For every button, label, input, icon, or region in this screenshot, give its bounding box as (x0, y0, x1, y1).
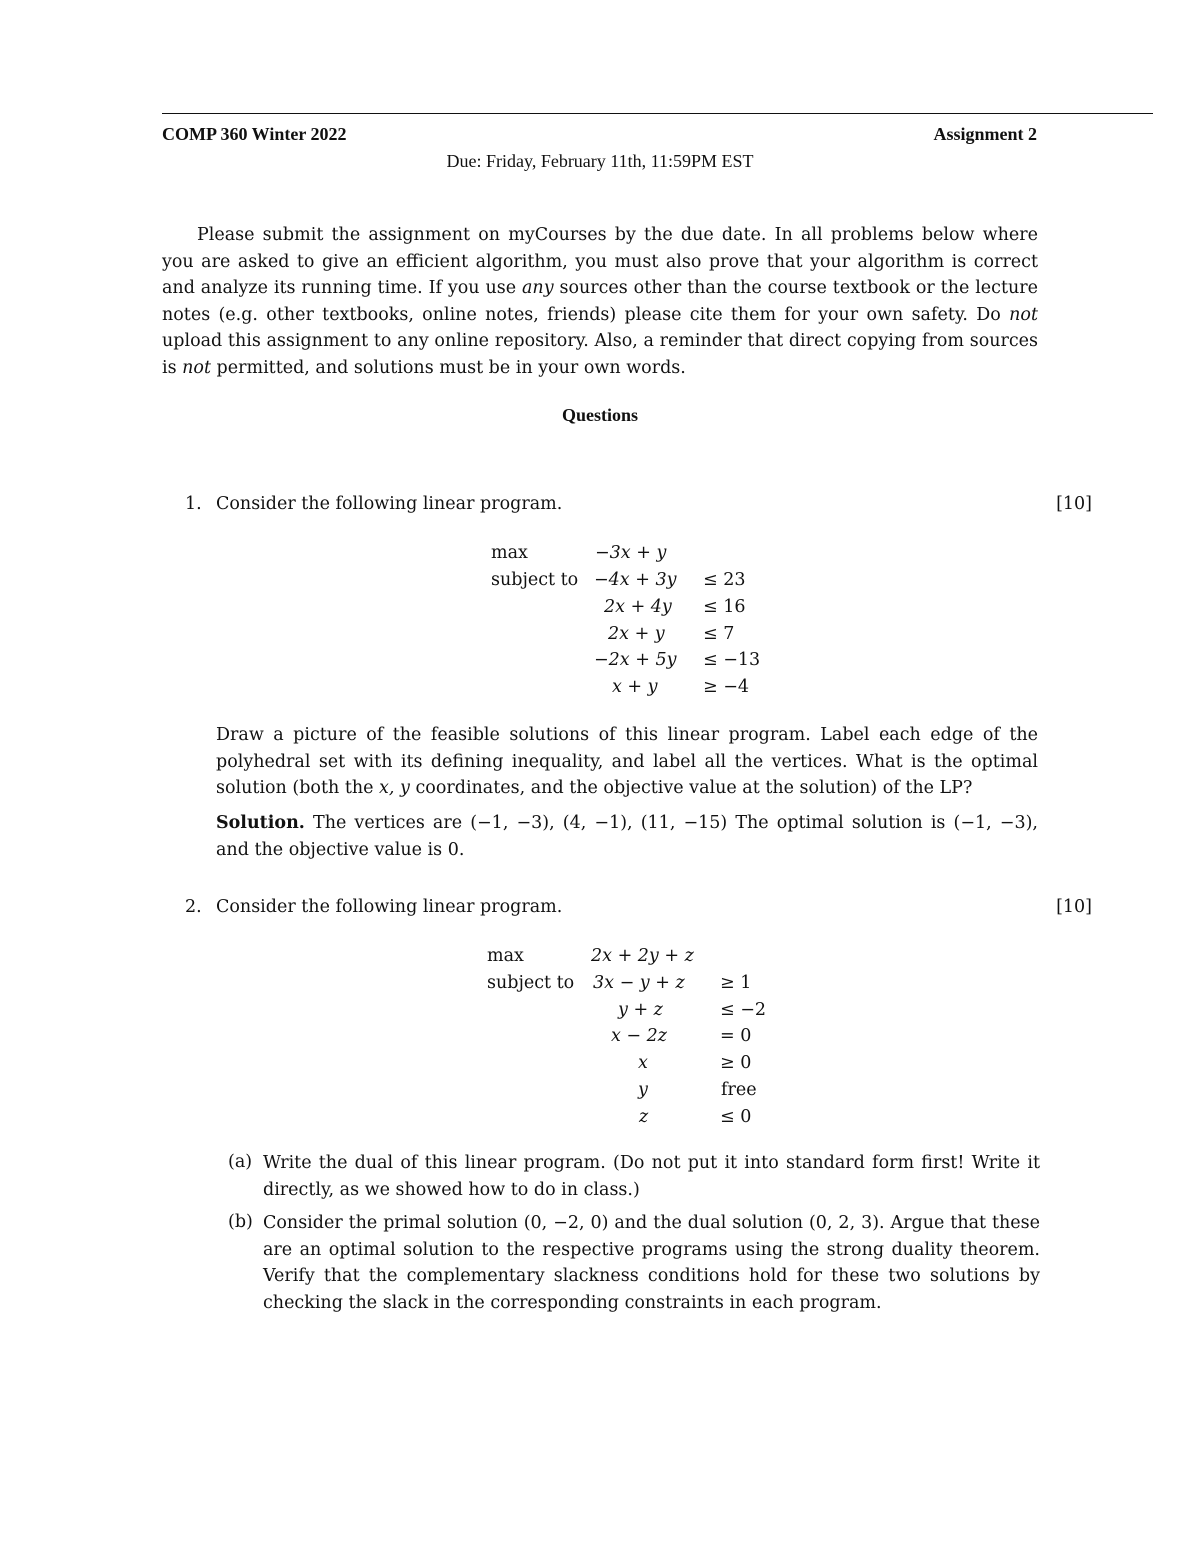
q1-xy-math: x, y (379, 778, 410, 799)
q2-constraint-lhs: y (638, 1080, 648, 1100)
due-date: Due: Friday, February 11th, 11:59PM EST (446, 151, 754, 171)
q1-constraint-lhs: 2x + y (608, 624, 665, 644)
q2-constraint-lhs: x (638, 1053, 648, 1073)
q1-constraint-lhs: x + y (612, 677, 658, 697)
q2-part-b-text: Consider the primal solution (0, −2, 0) and the dual solution (0, 2, 3). Argue that these are an optimal solution to the respective programs using the strong duality theorem. Verify that the complementary slackness conditions hold for these two solutions by checking the slack in the corresponding constraints in each program. (263, 1213, 1040, 1313)
q1-constraint-rel: ≥ −4 (703, 677, 750, 697)
q1-prompt: Draw a picture of the feasible solutions of this linear program. Label each edge of the polyhedral set with its defining inequality, and label all the vertices. What is the optimal solution (both the x, y coordinates, and the objective value at the solution) of the LP? (216, 725, 1038, 799)
q1-objective: −3x + y (595, 543, 667, 563)
q1-constraint-rel: ≤ 16 (703, 597, 746, 617)
q2-constraint-rel: ≥ 1 (720, 973, 752, 993)
q1-number: 1. (185, 494, 202, 514)
q1-constraint-rel: ≤ 7 (703, 624, 735, 644)
q2-part-a-label: (a) (228, 1152, 253, 1172)
q2-constraint-rel: ≤ −2 (720, 1000, 767, 1020)
q2-constraint-rel: = 0 (720, 1026, 752, 1046)
q1-max-label: max (491, 543, 528, 563)
emphasis-any: any (521, 278, 554, 299)
emphasis-not-2: not (182, 357, 211, 378)
q1-subject-label: subject to (491, 570, 579, 590)
q2-part-a-text: Write the dual of this linear program. (Do not put it into standard form first! Write it directly, as we showed how to do in class.) (263, 1153, 1040, 1200)
q2-constraint-rel: free (721, 1080, 757, 1100)
q2-marks: [10] (1056, 897, 1092, 917)
course-title: COMP 360 Winter 2022 (162, 124, 347, 144)
q2-text: Consider the following linear program. (216, 897, 563, 917)
q2-subject-label: subject to (487, 973, 575, 993)
questions-heading: Questions (561, 405, 639, 425)
q1-constraint-lhs: −2x + 5y (594, 650, 677, 670)
solution-text: The vertices are (−1, −3), (4, −1), (11, −15) The optimal solution is (−1, −3), and the objective value is 0. (216, 813, 1038, 860)
q2-constraint-rel: ≥ 0 (720, 1053, 752, 1073)
q2-objective: 2x + 2y + z (591, 946, 694, 966)
q1-solution (216, 810, 1038, 863)
q2-constraint-lhs: z (639, 1107, 649, 1127)
q2-constraint-lhs: x − 2z (611, 1026, 668, 1046)
q1-constraint-lhs: −4x + 3y (594, 570, 677, 590)
q1-marks: [10] (1056, 494, 1092, 514)
q2-constraint-lhs: y + z (618, 1000, 663, 1020)
intro-paragraph: Please submit the assignment on myCourses by the due date. In all problems below where you are asked to give an efficient algorithm, you must also prove that your algorithm is correct and analyze its running time. If you use any sources other than the course textbook or the lecture notes (e.g. other textbooks, online notes, friends) please cite them for your own safety. Do not upload this assignment to any online repository. Also, a reminder that direct copying from sources is not permitted, and solutions must be in your own words. (162, 225, 1038, 378)
q2-constraint-rel: ≤ 0 (720, 1107, 752, 1127)
q1-constraint-lhs: 2x + 4y (604, 597, 672, 617)
q2-max-label: max (487, 946, 524, 966)
emphasis-not: not (1009, 304, 1038, 325)
solution-label: Solution. (216, 813, 305, 833)
q2-part-b-label: (b) (228, 1212, 253, 1232)
q2-constraint-lhs: 3x − y + z (593, 973, 685, 993)
header-rule (162, 113, 1153, 114)
assignment-title: Assignment 2 (933, 124, 1037, 144)
q1-constraint-rel: ≤ 23 (703, 570, 746, 590)
q1-text: Consider the following linear program. (216, 494, 563, 514)
q1-constraint-rel: ≤ −13 (703, 650, 761, 670)
q2-number: 2. (185, 897, 202, 917)
